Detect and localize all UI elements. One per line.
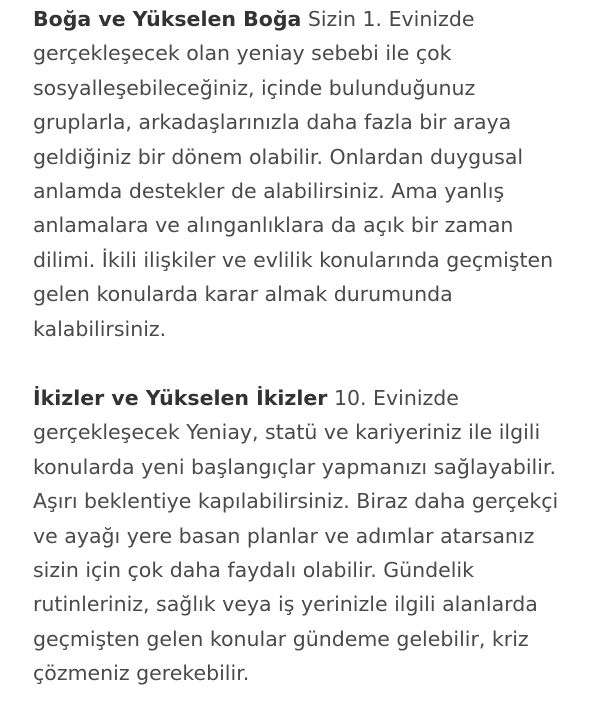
section-heading: Boğa ve Yükselen Boğa: [33, 7, 302, 31]
section-text: Sizin 1. Evinizde: [301, 7, 475, 31]
text-line: geçmişten gelen konular gündeme gelebilir, kriz: [33, 626, 529, 651]
text-line: anlamalara ve alınganlıklara da açık bir zaman: [33, 213, 514, 238]
text-line: dilimi. İkili ilişkiler ve evlilik konularında geçmişten: [33, 247, 554, 272]
text-line: sosyalleşebileceğiniz, içinde bulunduğunuz: [33, 75, 476, 100]
text-line: sizin için çok daha faydalı olabilir. Gündelik: [33, 558, 474, 583]
text-line: gelen konularda karar almak durumunda: [33, 282, 453, 307]
text-line: konularda yeni başlangıçlar yapmanızı sağlayabilir.: [33, 454, 556, 479]
section-first-line: [33, 381, 558, 415]
text-line: Aşırı beklentiye kapılabilirsiniz. Biraz daha gerçekçi: [33, 489, 559, 514]
text-line: rutinleriniz, sağlık veya iş yerinizle ilgili alanlarda: [33, 592, 538, 617]
text-line: anlamda destekler de alabilirsiniz. Ama yanlış: [33, 179, 505, 204]
text-line: geldiğiniz bir dönem olabilir. Onlardan duygusal: [33, 144, 524, 169]
text-line: gerçekleşecek Yeniay, statü ve kariyeriniz ile ilgili: [33, 420, 541, 445]
text-line: kalabilirsiniz.: [33, 316, 167, 341]
text-line: ve ayağı yere basan planlar ve adımlar atarsanız: [33, 523, 535, 548]
text-line: gerçekleşecek olan yeniay sebebi ile çok: [33, 41, 452, 66]
section-first-line: [33, 2, 553, 36]
text-line: gruplarla, arkadaşlarınızla daha fazla bir araya: [33, 110, 512, 135]
text-line: çözmeniz gerekebilir.: [33, 661, 250, 686]
section-heading: İkizler ve Yükselen İkizler: [33, 386, 328, 410]
section-gemini: [33, 381, 558, 691]
section-taurus: [33, 2, 553, 346]
section-text: 10. Evinizde: [327, 386, 459, 410]
